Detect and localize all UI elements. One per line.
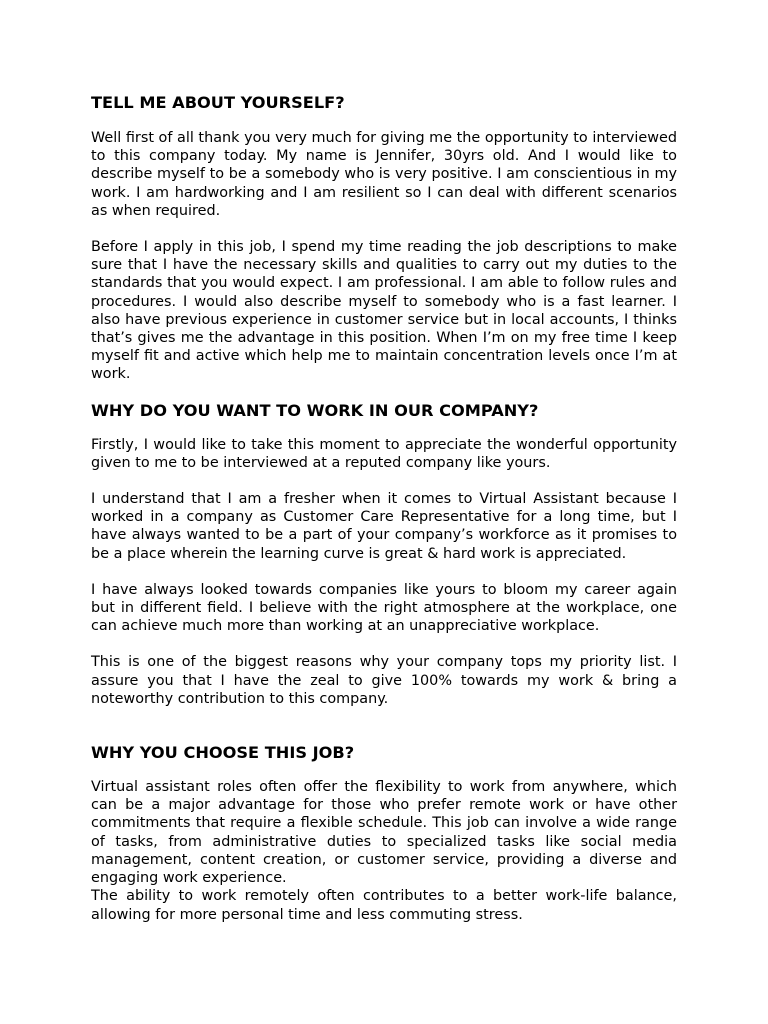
paragraph: Virtual assistant roles often offer the flexibility to work from anywhere, which can be a major advantage for those who prefer remote work or have other commitments that require a flexible schedule. This job can involve a wide range of tasks, from administrative duties to specialized tasks like social media management, content creation, or customer service, providing a diverse and engaging work experience. xyxy=(91,779,677,887)
paragraph: Before I apply in this job, I spend my time reading the job descriptions to make sure that I have the necessary skills and qualities to carry out my duties to the standards that you would expect. I am professional. I am able to follow rules and procedures. I would also describe myself to somebody who is a fast learner. I also have previous experience in customer service but in local accounts, I thinks that’s gives me the advantage in this position. When I’m on my free time I keep myself fit and active which help me to maintain concentration levels once I’m at work. xyxy=(91,239,677,383)
paragraph: This is one of the biggest reasons why your company tops my priority list. I assure you that I have the zeal to give 100% towards my work & bring a noteworthy contribution to this company. xyxy=(91,654,677,707)
paragraph: Firstly, I would like to take this moment to appreciate the wonderful opportunity given to me to be interviewed at a reputed company like yours. xyxy=(91,436,677,471)
paragraph: The ability to work remotely often contributes to a better work-life balance, allowing for more personal time and less commuting stress. xyxy=(91,888,677,923)
paragraph: Well first of all thank you very much for giving me the opportunity to interviewed to this company today. My name is Jennifer, 30yrs old. And I would like to describe myself to be a somebody who is very positive. I am conscientious in my work. I am hardworking and I am resilient so I can deal with different scenarios as when required. xyxy=(91,130,677,219)
section-heading-why-work-in-company: WHY DO YOU WANT TO WORK IN OUR COMPANY? xyxy=(91,400,539,420)
paragraph: I understand that I am a fresher when it comes to Virtual Assistant because I worked in a company as Customer Care Representative for a long time, but I have always wanted to be a part of your company’s workforce as it promises to be a place wherein the learning curve is great & hard work is appreciated. xyxy=(91,491,677,562)
document-page xyxy=(91,92,677,924)
section-heading-tell-me-about-yourself: TELL ME ABOUT YOURSELF? xyxy=(91,93,345,112)
paragraph: I have always looked towards companies like yours to bloom my career again but in different field. I believe with the right atmosphere at the workplace, one can achieve much more than working at an unappreciative workplace. xyxy=(91,581,677,635)
section-heading-why-choose-this-job: WHY YOU CHOOSE THIS JOB? xyxy=(91,743,355,763)
